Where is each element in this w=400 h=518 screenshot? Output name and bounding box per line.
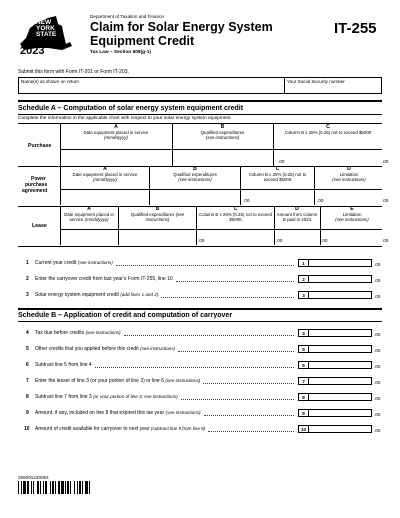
ppa-expenditures-input[interactable] xyxy=(150,190,240,205)
line-10-label: Amount of credit available for carryover to next year (subtract line 9 from line 8) xyxy=(35,426,206,432)
line-5-cents: .00 xyxy=(374,348,381,353)
form-title-line1: Claim for Solar Energy System xyxy=(90,20,273,34)
line-2-number: 2 xyxy=(26,276,29,282)
barcode-bar xyxy=(79,481,81,494)
lease-d-cents: .00 xyxy=(321,238,328,243)
lease-col-c-input[interactable] xyxy=(197,230,274,245)
barcode-bar xyxy=(85,481,88,494)
line-5-label: Other credits that you applied before this credit (see instructions) xyxy=(35,346,176,352)
line-3-label: Solar energy system equipment credit (add lines 1 and 2) xyxy=(35,292,159,298)
barcode-bar xyxy=(50,481,51,494)
ssn-field-label: Your Social Security number xyxy=(287,79,345,84)
barcode-bar xyxy=(43,481,44,494)
barcode-bar xyxy=(45,481,47,494)
purchase-c-cents: .00 xyxy=(382,159,389,164)
line-9-box-number: 9 xyxy=(298,409,309,417)
barcode-icon xyxy=(18,481,112,494)
line-8-leader xyxy=(181,399,294,400)
line-2-box-number: 2 xyxy=(298,275,309,283)
line-5-leader xyxy=(178,351,294,352)
line-7-row xyxy=(18,377,382,386)
line-4-number: 4 xyxy=(26,330,29,336)
lease-col-c-header: C Column B x 25% (0.25) not to exceed $5000 xyxy=(199,206,272,223)
line-9-amount-input[interactable] xyxy=(309,409,372,417)
barcode xyxy=(18,481,112,494)
line-9-label: Amount, if any, included on line 8 that expired this tax year (see instructions) xyxy=(35,410,201,416)
barcode-bar xyxy=(82,481,83,494)
line-1-cents: .00 xyxy=(374,262,381,267)
schedule-b-title: Schedule B – Application of credit and computation of carryover xyxy=(18,312,233,319)
barcode-bar xyxy=(40,481,41,494)
form-number: IT-255 xyxy=(334,20,377,37)
line-6-label: Subtract line 5 from line 4 xyxy=(35,362,92,368)
line-9-leader xyxy=(204,415,294,416)
line-9-cents: .00 xyxy=(374,412,381,417)
schedule-b-title-rule xyxy=(18,321,382,322)
lease-table xyxy=(18,206,389,247)
line-10-cents: .00 xyxy=(374,428,381,433)
form-title-line2: Equipment Credit xyxy=(90,34,195,48)
line-8-amount-input[interactable] xyxy=(309,393,372,401)
line-8-row xyxy=(18,393,382,402)
purchase-date-input[interactable] xyxy=(61,150,172,166)
line-4-label: Tax due before credits (see instructions) xyxy=(35,330,121,336)
lease-b-cents: .00 xyxy=(198,238,205,243)
line-10-leader xyxy=(208,431,294,432)
line-7-box-number: 7 xyxy=(298,377,309,385)
line-1-box-number: 1 xyxy=(298,259,309,267)
lease-col-a-header: A Date equipment placed in service (mmddyyyy) xyxy=(64,206,114,223)
line-2-label: Enter the carryover credit from last year’s Form IT-255, line 10 xyxy=(35,276,173,282)
line-6-row xyxy=(18,361,382,370)
logo-new: NEW xyxy=(36,19,52,26)
purchase-row-label: Purchase xyxy=(28,143,52,149)
purchase-b-cents: .00 xyxy=(278,159,285,164)
purchase-col-c-header: C Column B x 25% (0.25) not to exceed $5000 xyxy=(284,124,372,136)
ppa-b-cents: .00 xyxy=(243,198,250,203)
lease-col-d-input[interactable] xyxy=(275,230,320,245)
department-name: Department of Taxation and Finance xyxy=(90,14,164,19)
barcode-bar xyxy=(37,481,39,494)
line-9-number: 9 xyxy=(26,410,29,416)
barcode-bar xyxy=(23,481,26,494)
line-5-amount-input[interactable] xyxy=(309,345,372,353)
line-3-number: 3 xyxy=(26,292,29,298)
logo-state: STATE xyxy=(36,31,57,38)
line-4-leader xyxy=(124,335,294,336)
purchase-col-b-header: B Qualified expenditures (see instructions) xyxy=(200,124,245,141)
barcode-bar xyxy=(89,481,90,494)
submit-note: Submit this form with Form IT-201 or Form IT-203. xyxy=(18,69,129,75)
lease-date-input[interactable] xyxy=(61,230,118,245)
barcode-bar xyxy=(52,481,54,494)
schedule-a-top-rule xyxy=(18,100,382,102)
barcode-bar xyxy=(65,481,66,494)
tax-law: Tax Law – Section 606(g-1) xyxy=(90,50,151,55)
line-3-amount-input[interactable] xyxy=(309,291,372,299)
barcode-bar xyxy=(77,481,78,494)
line-9-row xyxy=(18,409,382,418)
lease-e-cents: .00 xyxy=(382,238,389,243)
line-8-label: Subtract line 7 from line 3 (or your portion of line 3; see instructions) xyxy=(35,394,178,400)
ssn-field[interactable] xyxy=(285,78,381,93)
line-1-amount-input[interactable] xyxy=(309,259,372,267)
name-field-label: Name(s) as shown on return xyxy=(21,79,79,84)
ppa-c-cents: .00 xyxy=(317,198,324,203)
ppa-col-d-input[interactable] xyxy=(315,190,382,205)
schedule-a-title-rule xyxy=(18,114,382,115)
line-2-cents: .00 xyxy=(374,278,381,283)
ppa-col-c-input[interactable] xyxy=(241,190,314,205)
line-3-leader xyxy=(161,297,294,298)
ppa-col-c-header: C Column B x 25% (0.25) not to exceed $5000 xyxy=(248,166,307,183)
line-7-leader xyxy=(203,383,294,384)
schedule-a-title: Schedule A – Computation of solar energy system equipment credit xyxy=(18,105,244,112)
line-4-row xyxy=(18,329,382,338)
ppa-col-a-header: A Date equipment placed in service (mmddyyyy) xyxy=(72,166,138,183)
ppa-row-label-3: agreement xyxy=(22,188,48,194)
lease-col-d-header: D Amount from column B paid in 2023 xyxy=(276,206,318,223)
barcode-number: 255001230094 xyxy=(18,475,49,480)
line-3-cents: .00 xyxy=(374,294,381,299)
line-3-row xyxy=(18,291,382,300)
line-2-amount-input[interactable] xyxy=(309,275,372,283)
line-10-box-number: 10 xyxy=(298,425,309,433)
logo-york: YORK xyxy=(36,25,55,32)
line-1-number: 1 xyxy=(26,260,29,266)
barcode-bar xyxy=(74,481,75,494)
line-6-amount-input[interactable] xyxy=(309,361,372,369)
line-1-label: Current year credit (see instructions) xyxy=(35,260,113,266)
lease-row-label: Lease xyxy=(32,223,47,229)
barcode-bar xyxy=(18,481,19,494)
line-7-number: 7 xyxy=(26,378,29,384)
ppa-row-label-2: purchase xyxy=(25,182,48,188)
barcode-bar xyxy=(27,481,29,494)
name-ssn-row xyxy=(18,77,382,94)
line-5-box-number: 5 xyxy=(298,345,309,353)
line-7-amount-input[interactable] xyxy=(309,377,372,385)
ppa-row-label-1: Power xyxy=(31,176,47,182)
barcode-bar xyxy=(61,481,64,494)
barcode-bar xyxy=(70,481,71,494)
schedule-a-instruction: Complete the information in the applicable chart with respect to your solar energy system equipment. xyxy=(18,116,232,121)
ppa-table xyxy=(18,166,389,207)
line-5-number: 5 xyxy=(26,346,29,352)
purchase-table xyxy=(18,123,389,167)
line-8-box-number: 8 xyxy=(298,393,309,401)
line-8-cents: .00 xyxy=(374,396,381,401)
line-10-row xyxy=(18,425,382,434)
line-6-box-number: 6 xyxy=(298,361,309,369)
lease-col-e-header: E Limitation (see instructions) xyxy=(335,206,369,223)
line-1-row xyxy=(18,259,382,268)
ppa-col-d-header: D Limitation (see instructions) xyxy=(332,166,366,183)
line-6-leader xyxy=(95,367,294,368)
line-8-number: 8 xyxy=(26,394,29,400)
line-4-box-number: 4 xyxy=(298,329,309,337)
line-6-cents: .00 xyxy=(374,364,381,369)
barcode-bar xyxy=(31,481,32,494)
lease-expenditures-input[interactable] xyxy=(119,230,196,245)
line-7-cents: .00 xyxy=(374,380,381,385)
line-10-amount-input[interactable] xyxy=(309,425,372,433)
barcode-bar xyxy=(67,481,69,494)
form-year: 2023 xyxy=(20,45,45,57)
line-6-number: 6 xyxy=(26,362,29,368)
barcode-bar xyxy=(21,481,22,494)
line-1-leader xyxy=(116,265,294,266)
line-2-row xyxy=(18,275,382,284)
line-2-leader xyxy=(176,281,294,282)
ppa-date-input[interactable] xyxy=(61,190,149,205)
line-10-number: 10 xyxy=(24,426,30,432)
barcode-bar xyxy=(58,481,60,494)
purchase-col-c-input[interactable] xyxy=(274,150,382,166)
purchase-col-a-header: A Date equipment placed in service (mmddyyyy) xyxy=(83,124,149,141)
ppa-d-cents: .00 xyxy=(382,198,389,203)
purchase-expenditures-input[interactable] xyxy=(173,150,273,166)
line-4-amount-input[interactable] xyxy=(309,329,372,337)
line-5-row xyxy=(18,345,382,354)
lease-c-cents: .00 xyxy=(276,238,283,243)
line-4-cents: .00 xyxy=(374,332,381,337)
lease-col-b-header: B Qualified expenditures (see instructions) xyxy=(130,206,185,223)
barcode-bar xyxy=(55,481,56,494)
line-3-box-number: 3 xyxy=(298,291,309,299)
name-field[interactable] xyxy=(19,78,285,93)
barcode-bar xyxy=(33,481,34,494)
lease-col-e-input[interactable] xyxy=(321,230,382,245)
schedule-b-top-rule xyxy=(18,308,382,310)
ppa-col-b-header: B Qualified expenditures (see instructions) xyxy=(173,166,217,183)
line-7-label: Enter the lesser of line 3 (or your portion of line 3) or line 6 (see instructions) xyxy=(35,378,201,384)
